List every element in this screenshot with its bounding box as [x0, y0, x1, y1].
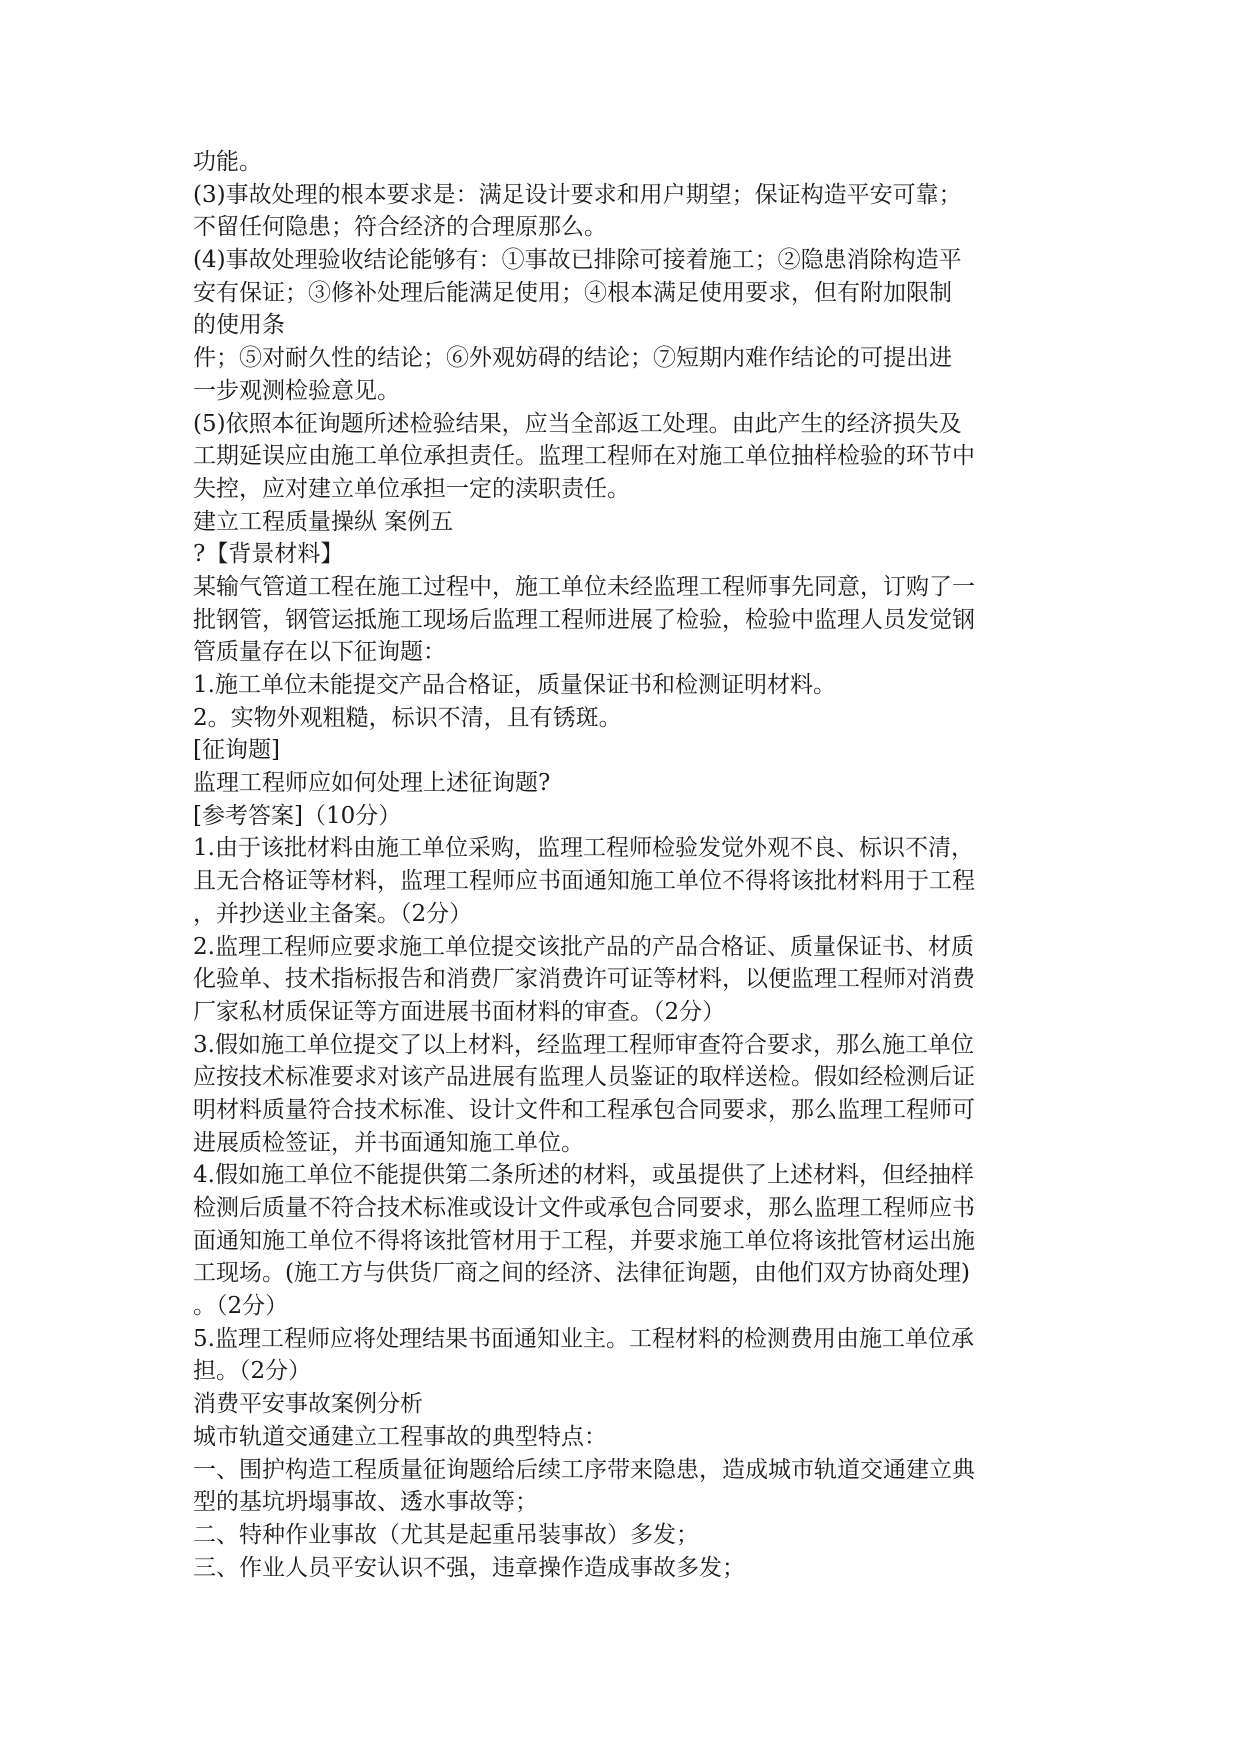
text-line: 监理工程师应如何处理上述征询题? [193, 770, 551, 797]
text-line: 担。（2分） [193, 1358, 312, 1385]
text-line: 消费平安事故案例分析 [193, 1391, 423, 1418]
text-line: 厂家私材质保证等方面进展书面材料的审查。（2分） [193, 998, 726, 1025]
text-line: 明材料质量符合技术标准、设计文件和工程承包合同要求，那么监理工程师可 [193, 1096, 975, 1123]
text-line: 3.假如施工单位提交了以上材料，经监理工程师审查符合要求，那么施工单位 [193, 1031, 974, 1058]
document-page [193, 146, 1053, 1584]
text-line: 建立工程质量操纵 案例五 [193, 508, 454, 535]
text-line: 化验单、技术指标报告和消费厂家消费许可证等材料，以便监理工程师对消费 [193, 966, 975, 993]
text-line: (4)事故处理验收结论能够有：①事故已排除可接着施工；②隐患消除构造平 [193, 247, 962, 274]
text-line: 2.监理工程师应要求施工单位提交该批产品的产品合格证、质量保证书、材质 [193, 933, 974, 960]
text-line: 批钢管，钢管运抵施工现场后监理工程师进展了检验，检验中监理人员发觉钢 [193, 606, 975, 633]
text-line: 失控，应对建立单位承担一定的渎职责任。 [193, 475, 630, 502]
text-line: [征询题] [193, 737, 280, 764]
text-line: 安有保证；③修补处理后能满足使用；④根本满足使用要求，但有附加限制 [193, 279, 952, 306]
text-line: 1.施工单位未能提交产品合格证，质量保证书和检测证明材料。 [193, 672, 836, 698]
text-line: 检测后质量不符合技术标准或设计文件或承包合同要求，那么监理工程师应书 [193, 1195, 975, 1221]
text-line: 且无合格证等材料，监理工程师应书面通知施工单位不得将该批材料用于工程 [193, 868, 975, 895]
text-line: 进展质检签证，并书面通知施工单位。 [193, 1129, 584, 1156]
text-line: 应按技术标准要求对该产品进展有监理人员鉴证的取样送检。假如经检测后证 [193, 1064, 975, 1091]
text-line: 1.由于该批材料由施工单位采购，监理工程师检验发觉外观不良、标识不清， [193, 835, 974, 862]
text-line: 件；⑤对耐久性的结论；⑥外观妨碍的结论；⑦短期内难作结论的可提出进 [193, 345, 952, 372]
text-line: (5)依照本征询题所述检验结果，应当全部返工处理。由此产生的经济损失及 [193, 410, 962, 437]
text-line: 某输气管道工程在施工过程中，施工单位未经监理工程师事先同意，订购了一 [193, 573, 975, 600]
text-line: [参考答案]（10分） [193, 802, 402, 829]
text-line: 一、围护构造工程质量征询题给后续工序带来隐患，造成城市轨道交通建立典 [193, 1456, 975, 1483]
text-line: 三、作业人员平安认识不强，违章操作造成事故多发； [193, 1554, 745, 1581]
text-line: 不留任何隐患；符合经济的合理原那么。 [193, 214, 607, 241]
text-line: 一步观测检验意见。 [193, 377, 400, 404]
text-line: 工期延误应由施工单位承担责任。监理工程师在对施工单位抽样检验的环节中 [193, 443, 975, 470]
text-line: 4.假如施工单位不能提供第二条所述的材料，或虽提供了上述材料，但经抽样 [193, 1162, 974, 1189]
text-line: 功能。 [193, 149, 262, 175]
text-line: 二、特种作业事故（尤其是起重吊装事故）多发； [193, 1521, 699, 1548]
text-line: 的使用条 [193, 312, 285, 339]
text-line: (3)事故处理的根本要求是：满足设计要求和用户期望；保证构造平安可靠； [193, 181, 962, 208]
text-line: 2。实物外观粗糙，标识不清，且有锈斑。 [193, 704, 622, 731]
text-line: 。（2分） [193, 1293, 289, 1320]
text-line: 管质量存在以下征询题： [193, 639, 446, 666]
text-line: 城市轨道交通建立工程事故的典型特点： [193, 1423, 607, 1450]
text-line: ?【背景材料】 [193, 541, 344, 568]
text-line: ，并抄送业主备案。（2分） [193, 900, 473, 927]
text-line: 面通知施工单位不得将该批管材用于工程，并要求施工单位将该批管材运出施 [193, 1227, 975, 1254]
text-line: 型的基坑坍塌事故、透水事故等； [193, 1489, 538, 1516]
text-line: 5.监理工程师应将处理结果书面通知业主。工程材料的检测费用由施工单位承 [193, 1325, 974, 1352]
text-line: 工现场。(施工方与供货厂商之间的经济、法律征询题，由他们双方协商处理) [193, 1260, 970, 1287]
